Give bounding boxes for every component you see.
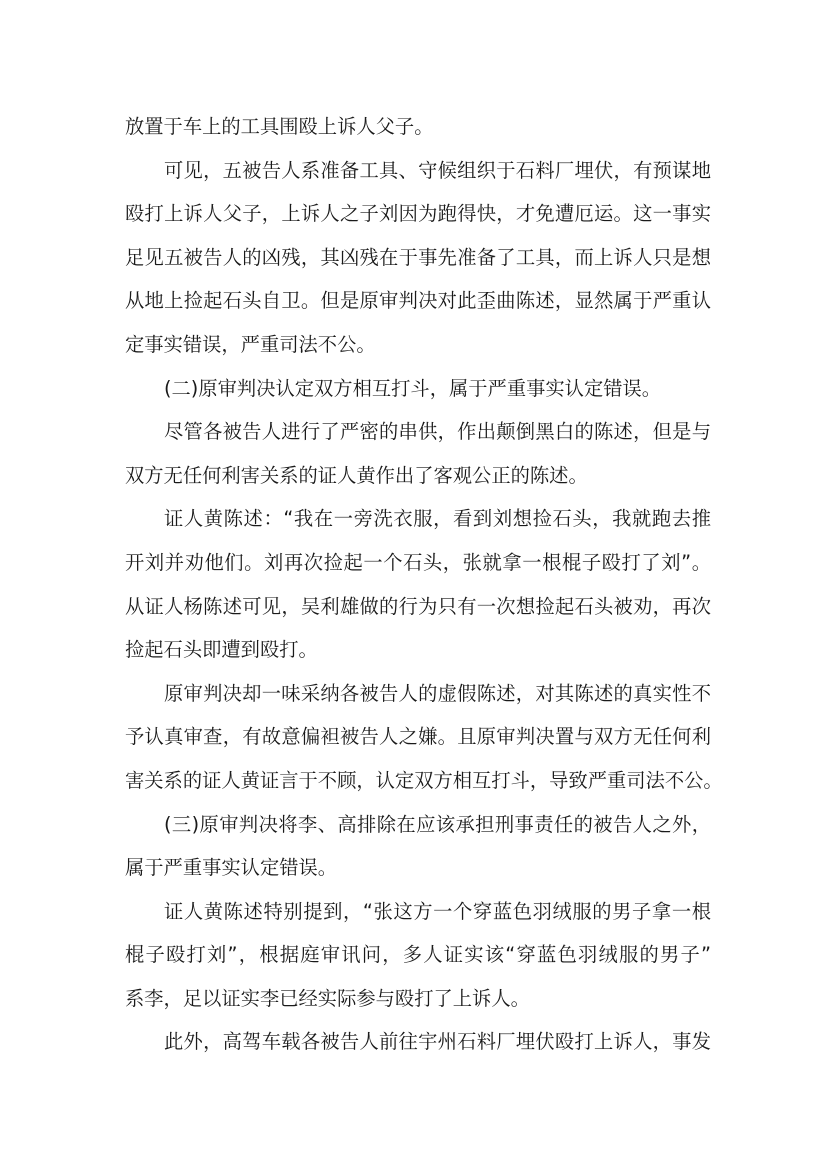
- text-line: 系李，足以证实李已经实际参与殴打了上诉人。: [125, 986, 530, 1010]
- text-line: 双方无任何利害关系的证人黄作出了客观公正的陈述。: [125, 463, 588, 487]
- paragraph: [125, 890, 711, 1021]
- text-line: 定事实错误，严重司法不公。: [125, 332, 376, 356]
- paragraph: [125, 672, 723, 803]
- text-line: 证人黄陈述：“我在一旁洗衣服，看到刘想捡石头，我就跑去推: [164, 507, 711, 531]
- text-line: 证人黄陈述特别提到，“张这方一个穿蓝色羽绒服的男子拿一根: [164, 899, 711, 923]
- text-line: (三)原审判决将李、高排除在应该承担刑事责任的被告人之外，: [164, 812, 711, 836]
- text-line: 足见五被告人的凶残，其凶残在于事先准备了工具，而上诉人只是想: [125, 245, 711, 269]
- paragraph: [125, 410, 711, 497]
- text-line: 原审判决却一味采纳各被告人的虚假陈述，对其陈述的真实性不: [164, 681, 711, 705]
- text-line: (二)原审判决认定双方相互打斗，属于严重事实认定错误。: [164, 376, 662, 400]
- text-line: 棍子殴打刘”，根据庭审讯问，多人证实该“穿蓝色羽绒服的男子”: [125, 943, 711, 967]
- paragraph: [125, 149, 711, 367]
- paragraph: [125, 105, 711, 149]
- text-line: 属于严重事实认定错误。: [125, 856, 338, 880]
- text-line: 尽管各被告人进行了严密的串供，作出颠倒黑白的陈述，但是与: [164, 420, 711, 444]
- text-line: 放置于车上的工具围殴上诉人父子。: [125, 115, 434, 138]
- text-line: 殴打上诉人父子，上诉人之子刘因为跑得快，才免遭厄运。这一事实: [125, 202, 711, 226]
- paragraph: [125, 1020, 711, 1064]
- text-line: 从证人杨陈述可见，吴利雄做的行为只有一次想捡起石头被劝，再次: [125, 594, 711, 618]
- text-line: 从地上捡起石头自卫。但是原审判决对此歪曲陈述，显然属于严重认: [125, 289, 711, 313]
- text-line: 开刘并劝他们。刘再次捡起一个石头，张就拿一根棍子殴打了刘”。: [125, 550, 711, 574]
- text-line: 可见，五被告人系准备工具、守候组织于石料厂埋伏，有预谋地: [164, 158, 711, 182]
- text-line: 害关系的证人黄证言于不顾，认定双方相互打斗，导致严重司法不公。: [125, 768, 723, 792]
- text-line: 捡起石头即遭到殴打。: [125, 638, 318, 662]
- paragraph: [125, 497, 711, 671]
- paragraph: [125, 803, 711, 890]
- document-body: [125, 105, 723, 1064]
- paragraph: [125, 367, 711, 411]
- text-line: 予认真审查，有故意偏袒被告人之嫌。且原审判决置与双方无任何利: [125, 725, 711, 749]
- text-line: 此外，高驾车载各被告人前往宇州石料厂埋伏殴打上诉人，事发: [164, 1030, 711, 1054]
